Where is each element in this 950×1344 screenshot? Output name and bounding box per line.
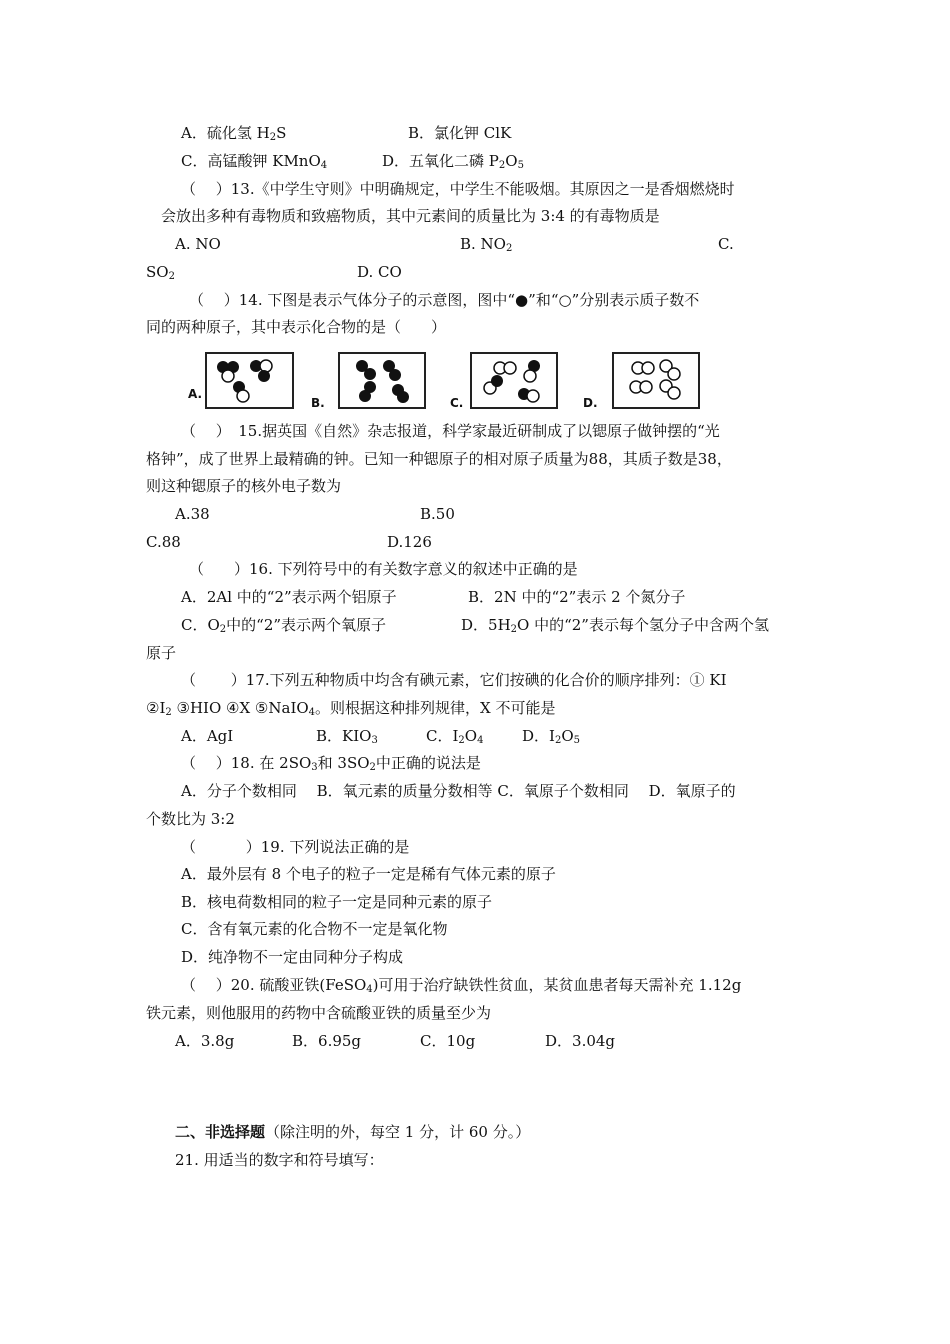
q13-stem-line-2: 会放出多种有毒物质和致癌物质，其中元素间的质量比为 3:4 的有毒物质是	[161, 207, 660, 225]
section-2-note: （除注明的外，每空 1 分，计 60 分。）	[265, 1123, 531, 1141]
q19-option-a: A．最外层有 8 个电子的粒子一定是稀有气体元素的原子	[181, 865, 556, 883]
q19-option-b: B．核电荷数相同的粒子一定是同种元素的原子	[181, 893, 493, 911]
q13-option-a: A. NO	[175, 235, 221, 253]
molecule-diagram-d	[612, 352, 700, 409]
q17-stem-line-2: $②I_2$ ③HIO ④X ⑤NaIO$_4$。则根据这种排列规律，X 不可能是	[146, 699, 556, 718]
q17-stem-line-1: （ ）17.下列五种物质中均含有碘元素，它们按碘的化合价的顺序排列：① KI	[181, 671, 727, 689]
section-2-header	[175, 1122, 530, 1142]
q14-stem-line-1: （ ）14. 下图是表示气体分子的示意图，图中“●”和“○”分别表示质子数不	[189, 291, 700, 309]
section-2-heading: 二、非选择题	[175, 1123, 266, 1141]
q17-option-a: A．AgI	[181, 727, 234, 745]
q20-option-b: B．6.95g	[292, 1032, 362, 1050]
q12-option-a: A．硫化氢 $H_2S$	[181, 124, 287, 143]
q14-stem-line-2: 同的两种原子，其中表示化合物的是（ ）	[146, 318, 447, 336]
q12-option-c: C．高锰酸钾 KMnO$_4$	[181, 152, 328, 171]
q16-option-b: B．2N 中的“2”表示 2 个氮分子	[468, 588, 686, 606]
molecule-diagram-d-art	[614, 354, 698, 407]
q15-stem-line-3: 则这种锶原子的核外电子数为	[146, 477, 342, 495]
q19-option-d: D．纯净物不一定由同种分子构成	[181, 948, 404, 966]
q17-option-c: C．$I_2O_4$	[426, 727, 484, 746]
q18-stem: （ ）18. 在 $2SO_3$和 $3SO_2$中正确的说法是	[181, 754, 481, 773]
q15-option-d: D.126	[387, 533, 432, 551]
q13-stem-line-1: （ ）13.《中学生守则》中明确规定，中学生不能吸烟。其原因之一是香烟燃烧时	[181, 180, 735, 198]
q20-option-d: D．3.04g	[545, 1032, 616, 1050]
q17-option-b: B．$KIO_3$	[316, 727, 378, 746]
q15-stem-line-2: 格钟”，成了世界上最精确的钟。已知一种锶原子的相对原子质量为88，其质子数是38，	[146, 450, 732, 468]
q18-options-line-1: A．分子个数相同 B．氧元素的质量分数相等 C．氧原子个数相同 D．氧原子的	[181, 782, 736, 800]
q15-option-b: B.50	[420, 505, 455, 523]
q19-option-c: C．含有氧元素的化合物不一定是氧化物	[181, 920, 448, 938]
molecule-diagram-c	[470, 352, 558, 409]
q21-stem: 21. 用适当的数字和符号填写：	[175, 1151, 384, 1169]
molecule-diagram-b-art	[340, 354, 424, 407]
q16-option-a: A．2Al 中的“2”表示两个铝原子	[181, 588, 397, 606]
diagram-label-b: B.	[311, 396, 325, 410]
q13-option-b: B. $NO_2$	[460, 235, 513, 254]
molecule-diagram-c-art	[472, 354, 556, 407]
q16-option-d: D．$5H_2O$ 中的“2”表示每个氢分子中含两个氢	[461, 616, 769, 635]
q15-option-c: C.88	[146, 533, 181, 551]
q15-stem-line-1: （ ） 15.据英国《自然》杂志报道，科学家最近研制成了以锶原子做钟摆的“光	[181, 422, 720, 440]
q13-option-c: C.	[718, 235, 734, 253]
q19-stem: （ ）19. 下列说法正确的是	[181, 838, 410, 856]
molecule-diagram-a-art	[207, 354, 292, 407]
q20-option-a: A．3.8g	[175, 1032, 235, 1050]
q20-stem-line-2: 铁元素，则他服用的药物中含硫酸亚铁的质量至少为	[146, 1004, 492, 1022]
molecule-diagram-a	[205, 352, 294, 409]
diagram-label-c: C.	[450, 396, 464, 410]
q13-option-d: D. CO	[357, 263, 402, 281]
q20-option-c: C．10g	[420, 1032, 476, 1050]
q18-options-line-2: 个数比为 3:2	[146, 810, 235, 828]
q16-option-c: C．$O_2$中的“2”表示两个氧原子	[181, 616, 387, 635]
q12-option-d: D．五氧化二磷 $P_2O_5$	[382, 152, 524, 171]
q17-option-d: D．$I_2O_5$	[522, 727, 581, 746]
q16-option-d-cont: 原子	[146, 644, 177, 662]
diagram-label-a: A.	[188, 387, 203, 401]
molecule-diagram-b	[338, 352, 426, 409]
q13-option-c-value: $SO_2$	[146, 263, 175, 282]
q15-option-a: A.38	[175, 505, 210, 523]
q16-stem: （ ）16. 下列符号中的有关数字意义的叙述中正确的是	[189, 560, 578, 578]
q12-option-b: B．氯化钾 ClK	[408, 124, 512, 142]
q20-stem-line-1: （ ）20. 硫酸亚铁(FeSO$_4$)可用于治疗缺铁性贫血，某贫血患者每天需补充 1.12g	[181, 976, 742, 995]
diagram-label-d: D.	[583, 396, 598, 410]
